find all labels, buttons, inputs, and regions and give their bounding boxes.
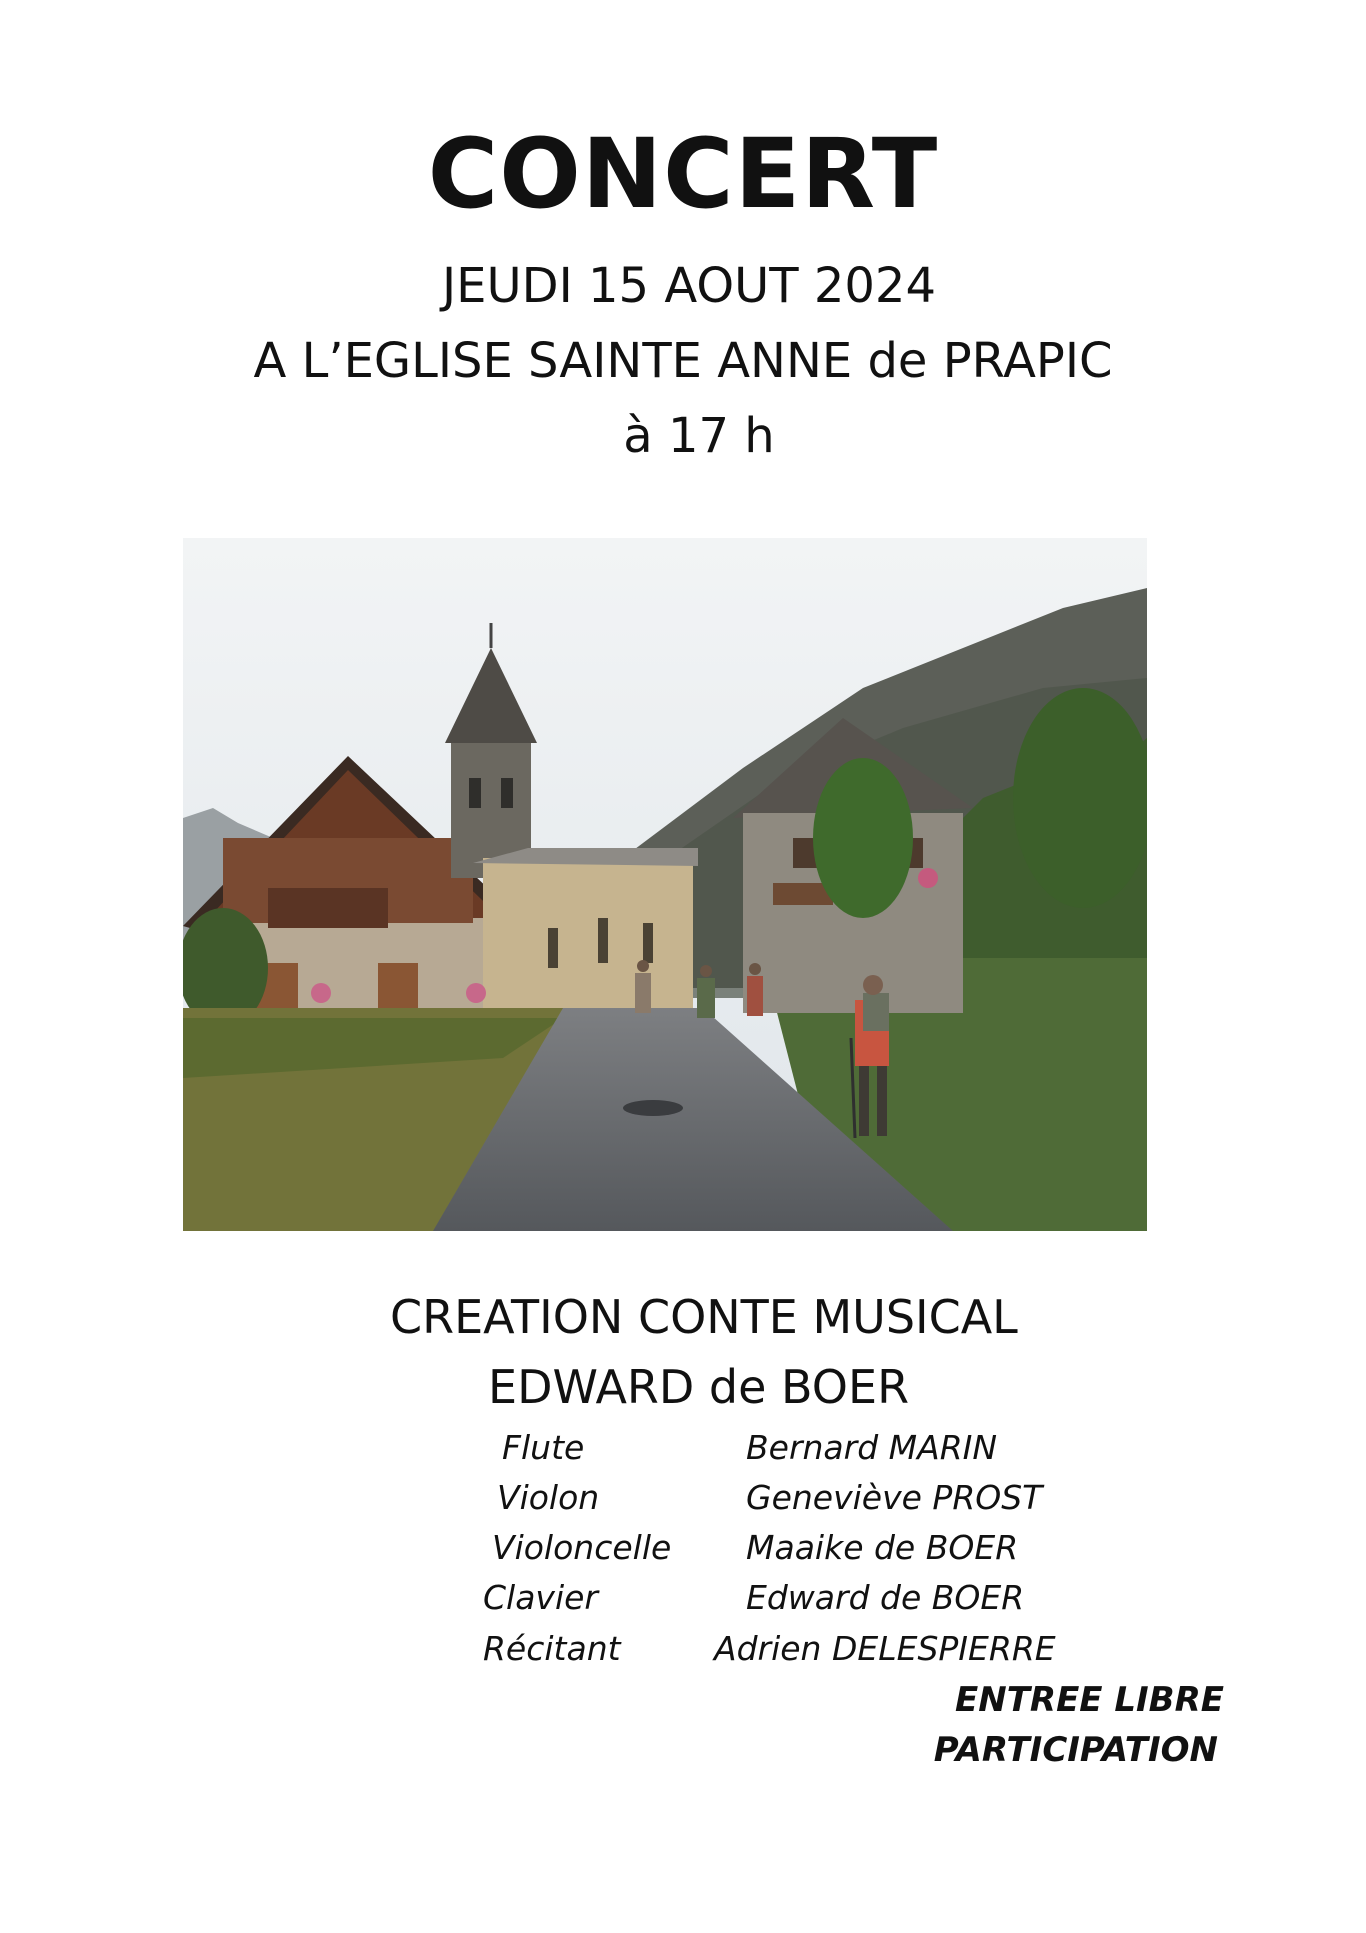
cast-instrument: Clavier [483, 1578, 599, 1617]
concert-time: à 17 h [623, 408, 775, 464]
cast-name: Bernard MARIN [746, 1428, 998, 1467]
church-village-illustration [183, 538, 1147, 1231]
concert-title: CONCERT [427, 118, 939, 230]
creation-heading: CREATION CONTE MUSICAL [390, 1290, 1018, 1344]
composer-name: EDWARD de BOER [488, 1360, 910, 1414]
cast-name: Geneviève PROST [746, 1478, 1043, 1517]
cast-instrument: Flute [502, 1428, 585, 1467]
cast-instrument: Récitant [483, 1629, 621, 1668]
cast-instrument: Violoncelle [492, 1528, 672, 1567]
cast-instrument: Violon [497, 1478, 600, 1517]
church-village-photo [183, 538, 1147, 1231]
entry-participation-label: PARTICIPATION [933, 1730, 1218, 1770]
concert-venue: A L’EGLISE SAINTE ANNE de PRAPIC [253, 333, 1113, 389]
entry-free-label: ENTREE LIBRE [955, 1680, 1224, 1720]
concert-date: JEUDI 15 AOUT 2024 [442, 258, 936, 314]
cast-name: Adrien DELESPIERRE [714, 1629, 1056, 1668]
cast-name: Edward de BOER [746, 1578, 1025, 1617]
cast-name: Maaike de BOER [746, 1528, 1019, 1567]
